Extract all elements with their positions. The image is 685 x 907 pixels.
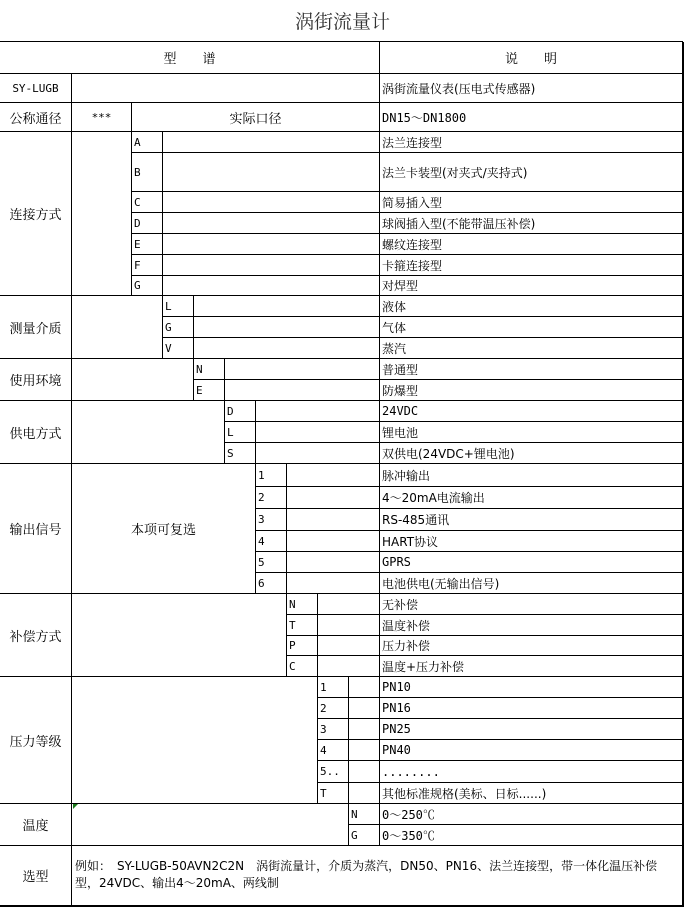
option-description: 普通型 (379, 358, 683, 380)
option-code: P (286, 635, 318, 656)
blank-cell (255, 400, 380, 422)
option-code: 3 (255, 508, 287, 531)
option-code: T (317, 782, 349, 804)
option-description: 24VDC (379, 400, 683, 422)
option-description: 温度+压力补偿 (379, 655, 683, 677)
option-description: 锂电池 (379, 421, 683, 443)
option-description: 无补偿 (379, 593, 683, 615)
option-description: 螺纹连接型 (379, 233, 683, 255)
option-description: 压力补偿 (379, 635, 683, 656)
blank-cell (286, 463, 380, 487)
selection-example: 例如： SY-LUGB-50AVN2C2N 涡街流量计，介质为蒸汽，DN50、PN16、法兰连接型，带一体化温压补偿型，24VDC、输出4～20mA、两线制 (71, 845, 683, 906)
option-description: PN16 (379, 697, 683, 719)
blank-cell (162, 152, 380, 192)
option-description: 简易插入型 (379, 191, 683, 213)
option-description: 卡箍连接型 (379, 254, 683, 276)
option-code: 5.. (317, 760, 349, 783)
option-code: B (131, 152, 163, 192)
blank-cell (162, 131, 380, 153)
option-code: L (162, 295, 194, 317)
option-description: 对焊型 (379, 275, 683, 296)
blank-cell (317, 635, 380, 656)
environment-label: 使用环境 (0, 358, 72, 401)
cell-comment-marker-icon (73, 804, 78, 809)
option-description: 球阀插入型(不能带温压补偿) (379, 212, 683, 234)
option-code: N (193, 358, 225, 380)
medium-label: 测量介质 (0, 295, 72, 359)
option-code: S (224, 442, 256, 464)
option-code: V (162, 337, 194, 359)
selection-label: 选型 (0, 845, 72, 906)
blank-cell (348, 760, 380, 783)
option-code: A (131, 131, 163, 153)
temperature-blank (71, 803, 349, 846)
option-description: 0～250℃ (379, 803, 683, 825)
option-description: 防爆型 (379, 379, 683, 401)
blank-cell (286, 508, 380, 531)
option-description: 蒸汽 (379, 337, 683, 359)
blank-cell (162, 254, 380, 276)
blank-cell (348, 782, 380, 804)
option-description: 双供电(24VDC+锂电池) (379, 442, 683, 464)
diameter-note: 实际口径 (131, 102, 380, 132)
blank-cell (162, 212, 380, 234)
connection-blank (71, 131, 132, 296)
option-code: E (131, 233, 163, 255)
option-code: C (286, 655, 318, 677)
base-empty (71, 73, 380, 103)
blank-cell (286, 486, 380, 509)
option-code: 1 (317, 676, 349, 698)
option-code: D (131, 212, 163, 234)
option-code: 4 (255, 530, 287, 552)
page-title: 涡街流量计 (294, 11, 390, 33)
option-description: 4～20mA电流输出 (379, 486, 683, 509)
blank-cell (193, 295, 380, 317)
pressure-blank (71, 676, 318, 804)
blank-cell (286, 572, 380, 594)
header-description: 说 明 (379, 41, 683, 74)
blank-cell (348, 739, 380, 761)
diameter-label: 公称通径 (0, 102, 72, 132)
base-code: SY-LUGB (0, 73, 72, 103)
medium-blank (71, 295, 163, 359)
option-description: 0～350℃ (379, 824, 683, 846)
blank-cell (286, 551, 380, 573)
option-description: 法兰卡装型(对夹式/夹持式) (379, 152, 683, 192)
option-code: F (131, 254, 163, 276)
diameter-code: *** (71, 102, 132, 132)
output-label: 输出信号 (0, 463, 72, 594)
blank-cell (348, 718, 380, 740)
blank-cell (224, 358, 380, 380)
option-description: PN25 (379, 718, 683, 740)
option-description: HART协议 (379, 530, 683, 552)
option-description: GPRS (379, 551, 683, 573)
option-description: 温度补偿 (379, 614, 683, 636)
option-code: G (162, 316, 194, 338)
blank-cell (162, 233, 380, 255)
header-model: 型 谱 (0, 41, 380, 74)
connection-label: 连接方式 (0, 131, 72, 296)
option-code: 2 (317, 697, 349, 719)
option-code: T (286, 614, 318, 636)
option-description: RS-485通讯 (379, 508, 683, 531)
environment-blank (71, 358, 194, 401)
blank-cell (348, 697, 380, 719)
option-code: 5 (255, 551, 287, 573)
option-code: L (224, 421, 256, 443)
option-code: 2 (255, 486, 287, 509)
power-blank (71, 400, 225, 464)
option-description: 脉冲输出 (379, 463, 683, 487)
blank-cell (317, 593, 380, 615)
blank-cell (255, 421, 380, 443)
blank-cell (317, 655, 380, 677)
option-code: E (193, 379, 225, 401)
compensation-blank (71, 593, 287, 677)
pressure-label: 压力等级 (0, 676, 72, 804)
blank-cell (193, 316, 380, 338)
compensation-label: 补偿方式 (0, 593, 72, 677)
option-code: C (131, 191, 163, 213)
blank-cell (286, 530, 380, 552)
option-code: N (286, 593, 318, 615)
option-description: 液体 (379, 295, 683, 317)
option-code: N (348, 803, 380, 825)
option-description: 气体 (379, 316, 683, 338)
option-description: 其他标准规格(美标、日标......) (379, 782, 683, 804)
option-description: 法兰连接型 (379, 131, 683, 153)
temperature-label: 温度 (0, 803, 72, 846)
option-code: 4 (317, 739, 349, 761)
option-description: PN40 (379, 739, 683, 761)
blank-cell (162, 191, 380, 213)
blank-cell (162, 275, 380, 296)
base-description: 涡街流量仪表(压电式传感器) (379, 73, 683, 103)
option-description: 电池供电(无输出信号) (379, 572, 683, 594)
option-code: D (224, 400, 256, 422)
option-code: 1 (255, 463, 287, 487)
option-code: G (131, 275, 163, 296)
blank-cell (348, 676, 380, 698)
option-description: PN10 (379, 676, 683, 698)
option-description: ........ (379, 760, 683, 783)
output-note: 本项可复选 (71, 463, 256, 594)
blank-cell (255, 442, 380, 464)
option-code: G (348, 824, 380, 846)
diameter-description: DN15～DN1800 (379, 102, 683, 132)
power-label: 供电方式 (0, 400, 72, 464)
option-code: 3 (317, 718, 349, 740)
option-code: 6 (255, 572, 287, 594)
blank-cell (317, 614, 380, 636)
blank-cell (224, 379, 380, 401)
blank-cell (193, 337, 380, 359)
